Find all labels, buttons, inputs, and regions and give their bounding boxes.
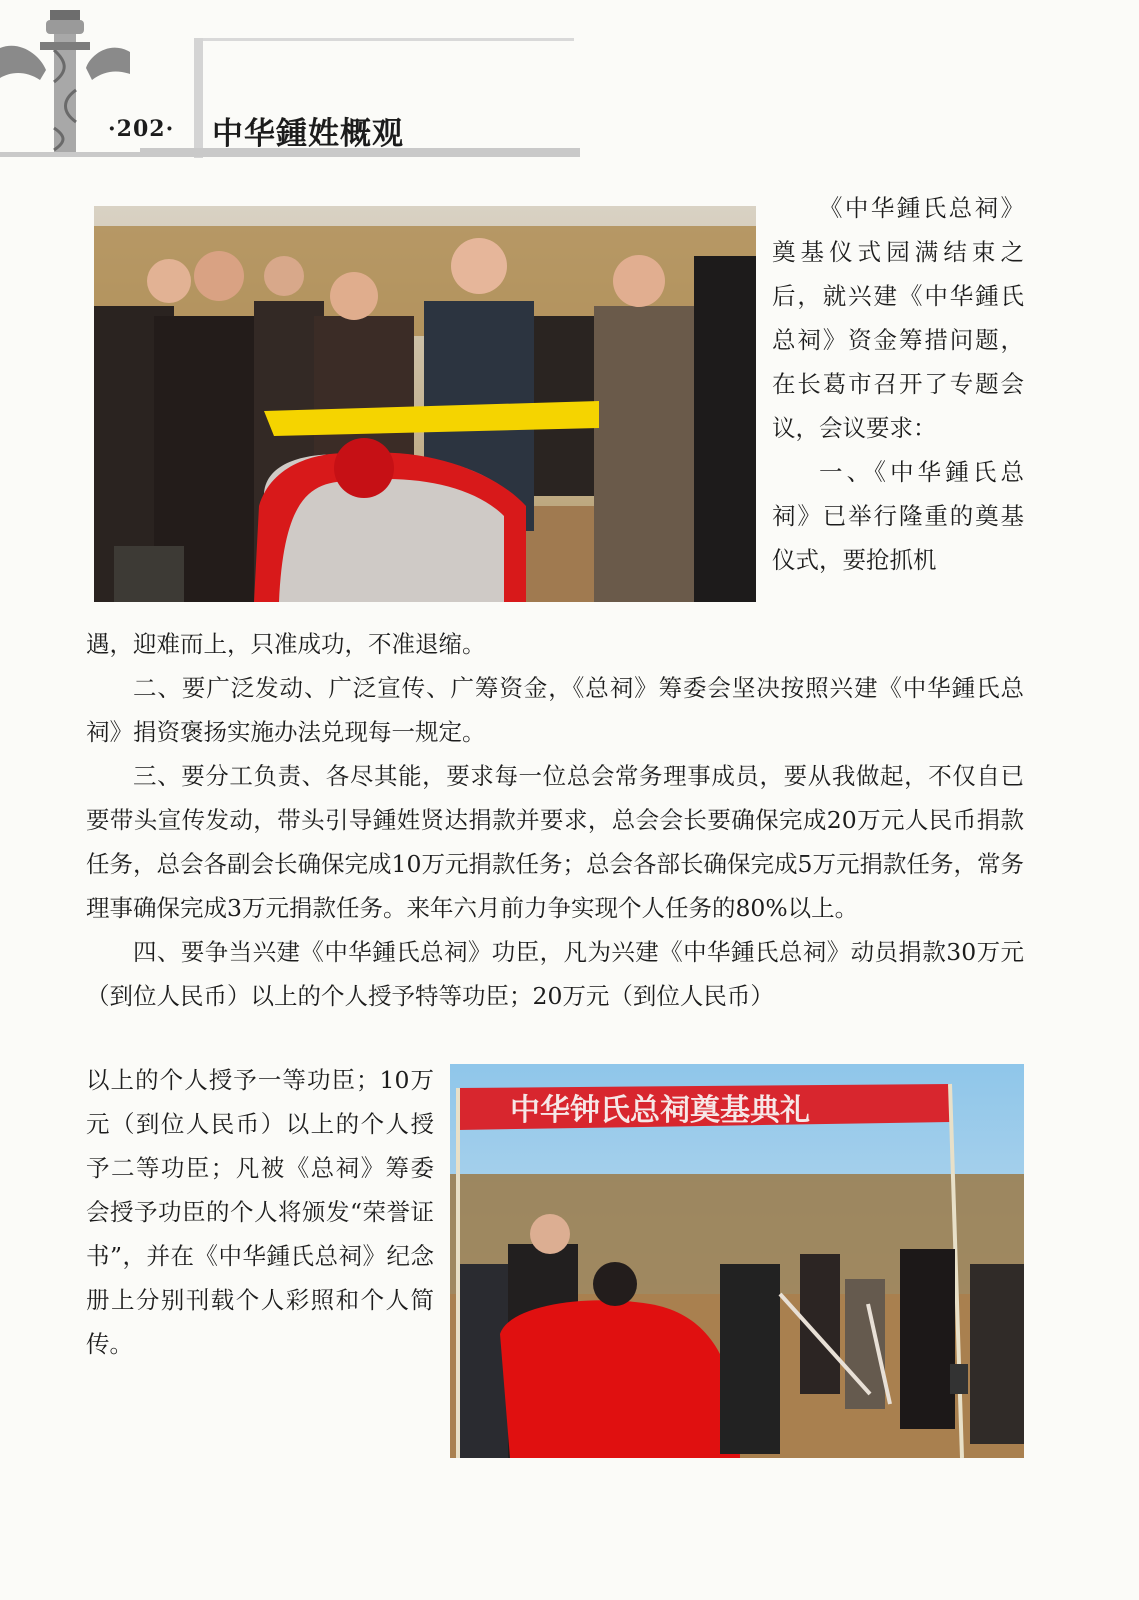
- side-text-bottom: 以上的个人授予一等功臣；10万元（到位人民币）以上的个人授予二等功臣；凡被《总祠》筹委会授予功臣的个人将颁发“荣誉证书”，并在《中华鍾氏总祠》纪念册上分别刊载个人彩照和个人简传。: [86, 1066, 434, 1358]
- point-4: 四、要争当兴建《中华鍾氏总祠》功臣，凡为兴建《中华鍾氏总祠》动员捐款30万元（到位人民币）以上的个人授予特等功臣；20万元（到位人民币）: [86, 938, 1024, 1010]
- page-number: ·202·: [108, 116, 175, 142]
- photo-groundbreaking-ceremony: [94, 206, 756, 602]
- point1-continuation: 遇，迎难而上，只准成功，不准退缩。: [86, 630, 486, 658]
- body-text-main: [86, 622, 1024, 1018]
- book-title: 中华鍾姓概观: [212, 116, 404, 152]
- point-3: 三、要分工负责、各尽其能，要求每一位总会常务理事成员，要从我做起，不仅自已要带头宣传发动，带头引导鍾姓贤达捐款并要求，总会会长要确保完成20万元人民币捐款任务，总会各副会长确保完成10万元捐款任务；总会各部长确保完成5万元捐款任务，常务理事确保完成3万元捐款任务。来年六月前力争实现个人任务的80%以上。: [86, 762, 1024, 922]
- side-text-top: 《中华鍾氏总祠》奠基仪式园满结束之后，就兴建《中华鍾氏总祠》资金筹措问题，在长葛市召开了专题会议，会议要求： 一、《中华鍾氏总祠》已举行隆重的奠基仪式，要抢抓机: [772, 194, 1024, 574]
- photo-tree-planting: [450, 1064, 1024, 1458]
- header-vertical-rule: [194, 38, 203, 158]
- point-2: 二、要广泛发动、广泛宣传、广筹资金，《总祠》筹委会坚决按照兴建《中华鍾氏总祠》捐资褒扬实施办法兑现每一规定。: [86, 674, 1024, 746]
- page-header: [0, 0, 1139, 160]
- header-top-rule: [194, 38, 574, 41]
- banner-text: 中华钟氏总祠奠基典礼: [510, 1093, 810, 1128]
